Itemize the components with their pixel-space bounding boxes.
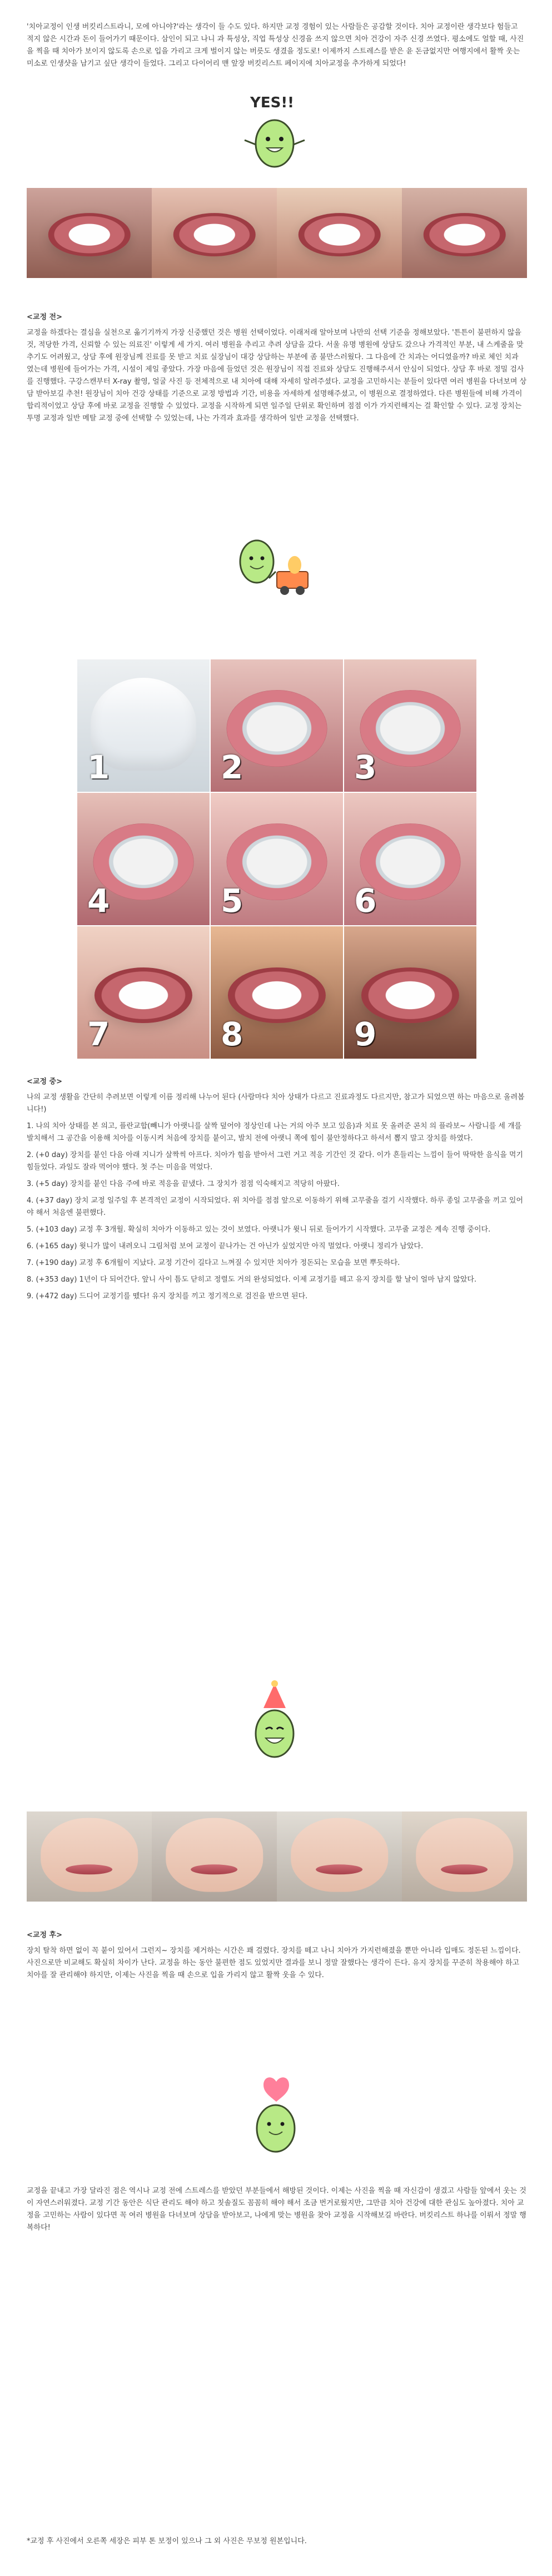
intro-photo-1	[27, 188, 152, 278]
party-mascot-icon	[239, 1679, 311, 1768]
yes-mascot	[239, 95, 311, 178]
grid-cell: 4	[77, 792, 210, 926]
during-section	[27, 1076, 527, 1307]
result-paragraph: 장치 탈착 하면 없이 꼭 붙이 있어서 그런지~ 장치를 제거하는 시간은 꽤 걸렸다. 장치를 떼고 나니 치아가 가지런해졌을 뿐만 아니라 입매도 정돈된 느낌이다. 사진으로만 비교해도 확실히 차이가 난다. 교정을 하는 동안 불편한 점도 있었지만 결과를 보니 정말 잘했다는 생각이 든다. 유지 장치를 꾸준히 착용해야 하고 치아를 잘 관리해야 하지만, 이제는 사진을 찍을 때 손으로 입을 가리지 않고 활짝 웃을 수 있다.	[27, 1947, 521, 1979]
during-paragraph: 7. (+190 day) 교정 후 6개월이 지났다. 교정 기간이 길다고 느껴질 수 있지만 치아가 정돈되는 모습을 보면 뿌듯하다.	[27, 1259, 400, 1267]
during-paragraph: 4. (+37 day) 장치 교정 일주일 후 본격적인 교정이 시작되었다. 위 치아를 점점 앞으로 이동하기 위해 고무줄을 걸기 시작했다. 하루 종일 고무줄을 끼고 있어야 해서 처음엔 불편했다.	[27, 1197, 524, 1217]
closing-section	[27, 2185, 527, 2239]
during-paragraph: 3. (+5 day) 장치를 붙인 다음 주에 바로 적응을 끝냈다. 그 장치가 점점 익숙해지고 적당히 아팠다.	[27, 1180, 340, 1188]
result-photo-1	[27, 1811, 152, 1902]
during-paragraph: 6. (+165 day) 윗니가 많이 내려오니 그림처럼 보여 교정이 끝나가는 건 아닌가 싶었지만 아직 멀었다. 아랫니 정리가 남았다.	[27, 1242, 424, 1250]
result-photo-row	[27, 1811, 527, 1902]
heart-mascot	[240, 2068, 312, 2163]
during-paragraph: 1. 나의 치아 상태를 본 의고, 플란교합(빼니가 아랫니를 살짝 덮어야 정상인데 나는 거의 아주 보고 있음)과 치료 못 올려준 콘치 의 플라보~ 사람니를 세 개를 발치해서 그 공간을 이용해 치아를 이동시켜 처음에 장치를 붙이고, 발치 전에 아랫니 쪽에 힘이 불안정하다고 하셔서 뽑지 말고 장치를 하였다.	[27, 1122, 522, 1143]
grid-cell: 9	[344, 926, 477, 1059]
result-photo-4	[402, 1811, 527, 1902]
mascot-wagon-icon	[222, 517, 328, 617]
intro-paragraph: '치아교정이 인생 버킷리스트라니, 모에 아니야?'라는 생각이 들 수도 있다. 하지만 교정 경험이 있는 사람들은 공감할 것이다. 치아 교정이란 생각보다 험들고 적지 않은 시간과 돈이 들어가기 때문이다. 삼인이 되고 나니 과 특성상, 직업 특성상 신경을 쓰지 않으면 치아 건강이 자주 신경 쓰였다. 평소에도 얼할 때, 사진을 찍을 때 치아가 보이지 않도록 손으로 입을 가리고 크게 벌이지 않는 버릇도 생겼을 정도로! 이제까지 스트레스를 받은 윤 돈금없지만 여행지에서 활짝 웃는 미소로 인생샷을 남기고 싶단 생각이 들었다. 그리고 다이어리 맨 앞장 버킷리스트 페이지에 치아교정을 추가하게 되었다!	[27, 23, 524, 68]
heart-mascot-icon	[240, 2068, 312, 2163]
grid-cell: 8	[210, 926, 344, 1059]
before-heading: <교정 전>	[27, 313, 62, 321]
grid-cell: 7	[77, 926, 210, 1059]
wagon-mascot	[222, 517, 328, 617]
intro-photo-4	[402, 188, 527, 278]
intro-photo-2	[152, 188, 277, 278]
party-mascot	[239, 1679, 311, 1768]
closing-paragraph: 교정을 끝내고 가장 달라진 점은 역시나 교정 전에 스트레스를 받았던 부분들에서 해방된 것이다. 이제는 사진을 찍을 때 자신감이 생겼고 사람들 앞에서 웃는 것이 자연스러워졌다. 교정 기간 동안은 식단 관리도 해야 하고 칫솔질도 꼼꼼히 해야 해서 조금 번거로웠지만, 그만큼 치아 건강에 대한 관심도 높아졌다. 치아 교정을 고민하는 사람이 있다면 꼭 여러 병원을 다녀보며 상담을 받아보고, 나에게 맞는 병원을 찾아 교정을 시작해보길 바란다. 버킷리스트 하나를 이뤄서 정말 행복하다!	[27, 2187, 526, 2232]
grid-cell: 3	[344, 659, 477, 792]
grid-cell: 6	[344, 792, 477, 926]
result-photo-2	[152, 1811, 277, 1902]
during-heading: <교정 중>	[27, 1078, 62, 1086]
before-paragraph: 교정을 하겠다는 결심을 실천으로 옮기기까지 가장 신중했던 것은 병원 선택이었다. 이래저래 알아보며 나만의 선택 기준을 정해보았다. '튼튼이 불편하지 않을 것, 적당한 가격, 신뢰할 수 있는 의료진' 이렇게 세 가지. 여러 병원을 추리고 추려 상담을 갔다. 서울 유명 병원에 상담도 갔으나 가격적인 부분, 내 스케줄을 맞추기도 어려웠고, 상담 후에 원장님께 진료를 못 받고 치료 실장님이 대강 상담하는 부분에 좀 불만스러웠다. 그 다음에 간 치과는 어디였을까? 바로 체인 치과 였는데 병원에 들어가는 가격, 시설이 제일 좋았다. 가장 마음에 들었던 것은 원장님이 직접 진료와 상담도 진행해주셔서 안심이 되었다. 상담 후 바로 정밀 검사를 진행했다. 구강스캔부터 X-ray 촬영, 얼굴 사진 등 전체적으로 내 치아에 대해 자세히 알려주셨다. 교정을 고민하시는 분들이 있다면 여러 병원을 다녀보며 상담 받아보길 추천! 원장님이 치아 건강 상태를 기준으로 교정 방법과 기간, 비용을 자세하게 설명해주셨고, 이 병원으로 결정하였다. 다른 병원들에 비해 가격이 합리적이었고 상담 후에 바로 교정을 진행할 수 있었다. 교정을 시작하게 되면 일주일 단위로 확인하며 점점 이가 가지런해지는 걸 확인할 수 있다. 교정 장치는 투명 교정과 일반 메탈 교정 중에 선택할 수 있었는데, 나는 가격과 효과를 생각하여 일반 교정을 선택했다.	[27, 329, 527, 423]
intro-photo-3	[277, 188, 402, 278]
before-section	[27, 311, 527, 429]
result-section	[27, 1929, 527, 1986]
footer-note: *교정 후 사진에서 오른쪽 세장은 피부 톤 보정이 있으나 그 외 사진은 무보정 원본입니다.	[27, 2537, 307, 2545]
result-heading: <교정 후>	[27, 1931, 62, 1939]
during-paragraph: 8. (+353 day) 1년이 다 되어간다. 앞니 사이 틈도 닫히고 정렬도 거의 완성되었다. 이제 교정기를 떼고 유지 장치를 할 날이 얼마 남지 않았다.	[27, 1275, 477, 1284]
intro-photo-row	[27, 188, 527, 278]
during-paragraph: 5. (+103 day) 교정 후 3개월. 확실히 치아가 이동하고 있는 것이 보였다. 아랫니가 윗니 뒤로 들어가기 시작했다. 고무줄 교정은 계속 진행 중이다.	[27, 1225, 491, 1234]
during-paragraph: 나의 교정 생활을 간단히 추려보면 이렇게 이름 정리해 나누어 된다 (사람마다 치아 상태가 다르고 진료과정도 다르지만, 참고가 되었으면 하는 마음으로 올려봅니다!)	[27, 1093, 525, 1114]
result-photo-3	[277, 1811, 402, 1902]
yes-text: YES!!	[250, 95, 295, 111]
during-paragraph: 9. (+472 day) 드디어 교정기를 뗐다! 유지 장치를 끼고 정기적으로 검진을 받으면 된다.	[27, 1292, 308, 1301]
grid-cell: 1	[77, 659, 210, 792]
during-paragraph: 2. (+0 day) 장치를 붙인 다음 아래 지니가 살짝씩 아프다. 치아가 힘을 받아서 그런 거고 적응 기간인 것 같다. 이가 흔들리는 느낌이 들어 딱딱한 음식을 먹기 힘들었다. 과일도 잘라 먹어야 했다. 첫 주는 미음을 먹었다.	[27, 1151, 524, 1172]
grid-cell: 2	[210, 659, 344, 792]
grid-cell: 5	[210, 792, 344, 926]
progress-photo-grid	[77, 659, 477, 1059]
